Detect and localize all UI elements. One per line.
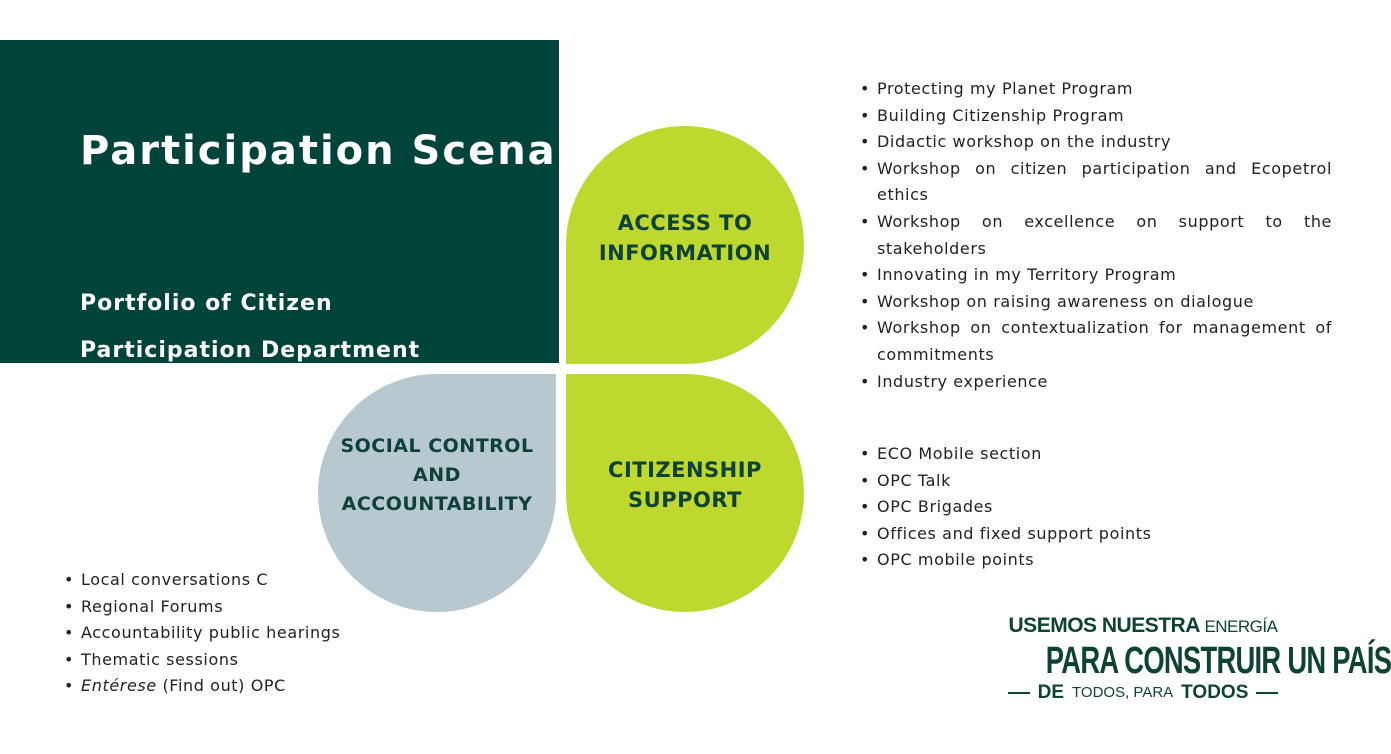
- list-item: • Building Citizenship Program: [860, 103, 1332, 130]
- list-item: • Workshop on excellence on support to the stakeholders: [860, 209, 1332, 262]
- list-item: [64, 673, 394, 700]
- slogan-rule-right: [1256, 692, 1278, 694]
- slogan-line2-b: UN PAÍS: [1287, 640, 1391, 682]
- list-item: • Industry experience: [860, 369, 1332, 396]
- list-item: • Innovating in my Territory Program: [860, 262, 1332, 289]
- petal-support-line-1: CITIZENSHIP: [608, 458, 762, 482]
- slogan-line1-bold: USEMOS NUESTRA: [1008, 614, 1200, 637]
- list-item-rest: (Find out) OPC: [156, 676, 286, 696]
- slogan-logo: [1008, 612, 1391, 705]
- page-subtitle: [80, 280, 420, 374]
- petal-access-line-2: INFORMATION: [598, 241, 772, 265]
- slogan-line3-a: DE: [1037, 682, 1065, 703]
- petal-social-line-1: SOCIAL CONTROL: [340, 434, 534, 457]
- list-item: • Workshop on contextualization for management of commitments: [860, 315, 1332, 368]
- list-item: • Regional Forums: [64, 594, 394, 621]
- list-item-italic: Entérese: [81, 676, 157, 696]
- petal-access-to-information: [566, 126, 804, 364]
- list-item: • Accountability public hearings: [64, 620, 394, 647]
- access-to-information-list: [860, 76, 1332, 395]
- list-item: • Protecting my Planet Program: [860, 76, 1332, 103]
- citizenship-support-list: [860, 441, 1332, 574]
- petal-social-line-2: AND: [413, 463, 461, 486]
- list-item: • Offices and fixed support points: [860, 521, 1332, 548]
- list-item: • ECO Mobile section: [860, 441, 1332, 468]
- list-item: • Workshop on citizen participation and Ecopetrol ethics: [860, 156, 1332, 209]
- slogan-line3-c: TODOS: [1181, 682, 1249, 703]
- subtitle-line-1: Portfolio of Citizen: [80, 291, 333, 316]
- list-item: • OPC Talk: [860, 468, 1332, 495]
- list-item: • Workshop on raising awareness on dialogue: [860, 289, 1332, 316]
- slogan-line3-b: TODOS, PARA: [1072, 684, 1174, 701]
- slogan-line2-a: PARA CONSTRUIR: [1045, 640, 1281, 682]
- slogan-line1-light: ENERGÍA: [1204, 617, 1278, 636]
- petal-access-line-1: ACCESS TO: [617, 211, 753, 235]
- subtitle-line-2: Participation Department: [80, 338, 421, 363]
- social-control-list: [64, 567, 394, 700]
- list-item: • Local conversations C: [64, 567, 394, 594]
- list-item: • OPC Brigades: [860, 494, 1332, 521]
- list-item: • Thematic sessions: [64, 647, 394, 674]
- slogan-rule-left: [1008, 692, 1030, 694]
- petal-support-line-2: SUPPORT: [628, 488, 742, 512]
- petal-citizenship-support: [566, 374, 804, 612]
- page-title: Participation Scenar: [80, 128, 579, 174]
- list-item: • Didactic workshop on the industry: [860, 129, 1332, 156]
- petal-social-line-3: ACCOUNTABILITY: [341, 492, 533, 515]
- list-item: • OPC mobile points: [860, 547, 1332, 574]
- title-panel: [0, 40, 579, 363]
